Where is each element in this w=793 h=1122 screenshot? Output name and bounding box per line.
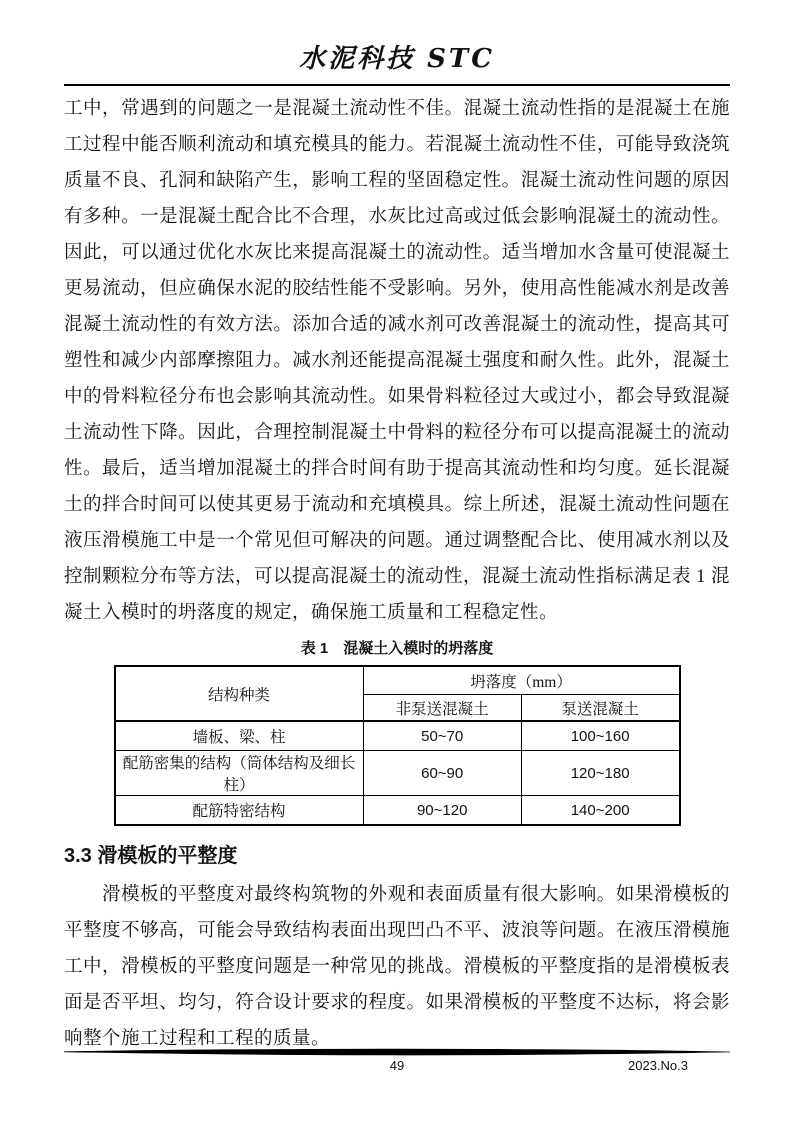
- issue-number: 2023.No.3: [628, 1058, 688, 1073]
- body-line: 中的骨料粒径分布也会影响其流动性。如果骨料粒径过大或过小，都会导致混凝: [64, 387, 730, 407]
- table-header-non-pumped: 非泵送混凝土: [363, 695, 521, 722]
- table-header-pumped: 泵送混凝土: [521, 695, 679, 722]
- body-line: 质量不良、孔洞和缺陷产生，影响工程的坚固稳定性。混凝土流动性问题的原因: [64, 171, 730, 191]
- page-header: [64, 0, 730, 86]
- body-line: 面是否平坦、均匀，符合设计要求的程度。如果滑模板的平整度不达标，将会影: [64, 993, 730, 1013]
- page-number: 49: [389, 1058, 405, 1073]
- article-body-paragraph-2: [64, 877, 730, 1057]
- table-row: [115, 796, 680, 826]
- body-line: 控制颗粒分布等方法，可以提高混凝土的流动性，混凝土流动性指标满足表 1 混: [64, 567, 730, 587]
- cell-structure: 配筋密集的结构（筒体结构及细长柱）: [115, 751, 364, 796]
- body-line: 凝土入模时的坍落度的规定，确保施工质量和工程稳定性。: [64, 603, 559, 623]
- article-body-paragraph-1: [64, 91, 730, 631]
- body-line: 工中，滑模板的平整度问题是一种常见的挑战。滑模板的平整度指的是滑模板表: [64, 957, 730, 977]
- footer-meta: [64, 1057, 730, 1075]
- body-line: 液压滑模施工中是一个常见但可解决的问题。通过调整配合比、使用减水剂以及: [64, 531, 730, 551]
- body-line: 土的拌合时间可以使其更易于流动和充填模具。综上所述，混凝土流动性问题在: [64, 495, 730, 515]
- body-line: 更易流动，但应确保水泥的胶结性能不受影响。另外，使用高性能减水剂是改善: [64, 279, 730, 299]
- body-line: 性。最后，适当增加混凝土的拌合时间有助于提高其流动性和均匀度。延长混凝: [64, 459, 730, 479]
- body-line: 平整度不够高，可能会导致结构表面出现凹凸不平、波浪等问题。在液压滑模施: [64, 921, 730, 941]
- table-row: [115, 751, 680, 796]
- section-heading: 3.3 滑模板的平整度: [64, 845, 238, 867]
- cell-structure: 墙板、梁、柱: [115, 721, 364, 751]
- journal-title: 水泥科技 STC: [299, 44, 495, 74]
- table-caption: 表 1 混凝土入模时的坍落度: [300, 640, 494, 657]
- cell-non-pumped-value: 60~90: [363, 751, 521, 796]
- table-header-structure-type: 结构种类: [115, 666, 364, 721]
- body-line: 响整个施工过程和工程的质量。: [64, 1029, 331, 1049]
- body-line: 混凝土流动性的有效方法。添加合适的减水剂可改善混凝土的流动性，提高其可: [64, 315, 730, 335]
- body-line: 土流动性下降。因此，合理控制混凝土中骨料的粒径分布可以提高混凝土的流动: [64, 423, 730, 443]
- page-footer: [64, 1048, 730, 1075]
- cell-non-pumped-value: 50~70: [363, 721, 521, 751]
- cell-structure: 配筋特密结构: [115, 796, 364, 826]
- cell-pumped-value: 140~200: [521, 796, 679, 826]
- header-rule: [64, 84, 730, 86]
- cell-non-pumped-value: 90~120: [363, 796, 521, 826]
- body-line: 滑模板的平整度对最终构筑物的外观和表面质量有很大影响。如果滑模板的: [102, 885, 730, 905]
- footer-rule-bar: [64, 1048, 730, 1056]
- body-line: 塑性和减少内部摩擦阻力。减水剂还能提高混凝土强度和耐久性。此外，混凝土: [64, 351, 730, 371]
- cell-pumped-value: 100~160: [521, 721, 679, 751]
- cell-pumped-value: 120~180: [521, 751, 679, 796]
- table-row: [115, 721, 680, 751]
- slump-table: [114, 665, 681, 826]
- body-line: 工过程中能否顺利流动和填充模具的能力。若混凝土流动性不佳，可能导致浇筑: [64, 135, 730, 155]
- table-header-slump-group: 坍落度（mm）: [363, 666, 679, 695]
- body-line: 工中，常遇到的问题之一是混凝土流动性不佳。混凝土流动性指的是混凝土在施: [64, 99, 730, 119]
- body-line: 有多种。一是混凝土配合比不合理，水灰比过高或过低会影响混凝土的流动性。: [64, 207, 730, 227]
- body-line: 因此，可以通过优化水灰比来提高混凝土的流动性。适当增加水含量可使混凝土: [64, 243, 730, 263]
